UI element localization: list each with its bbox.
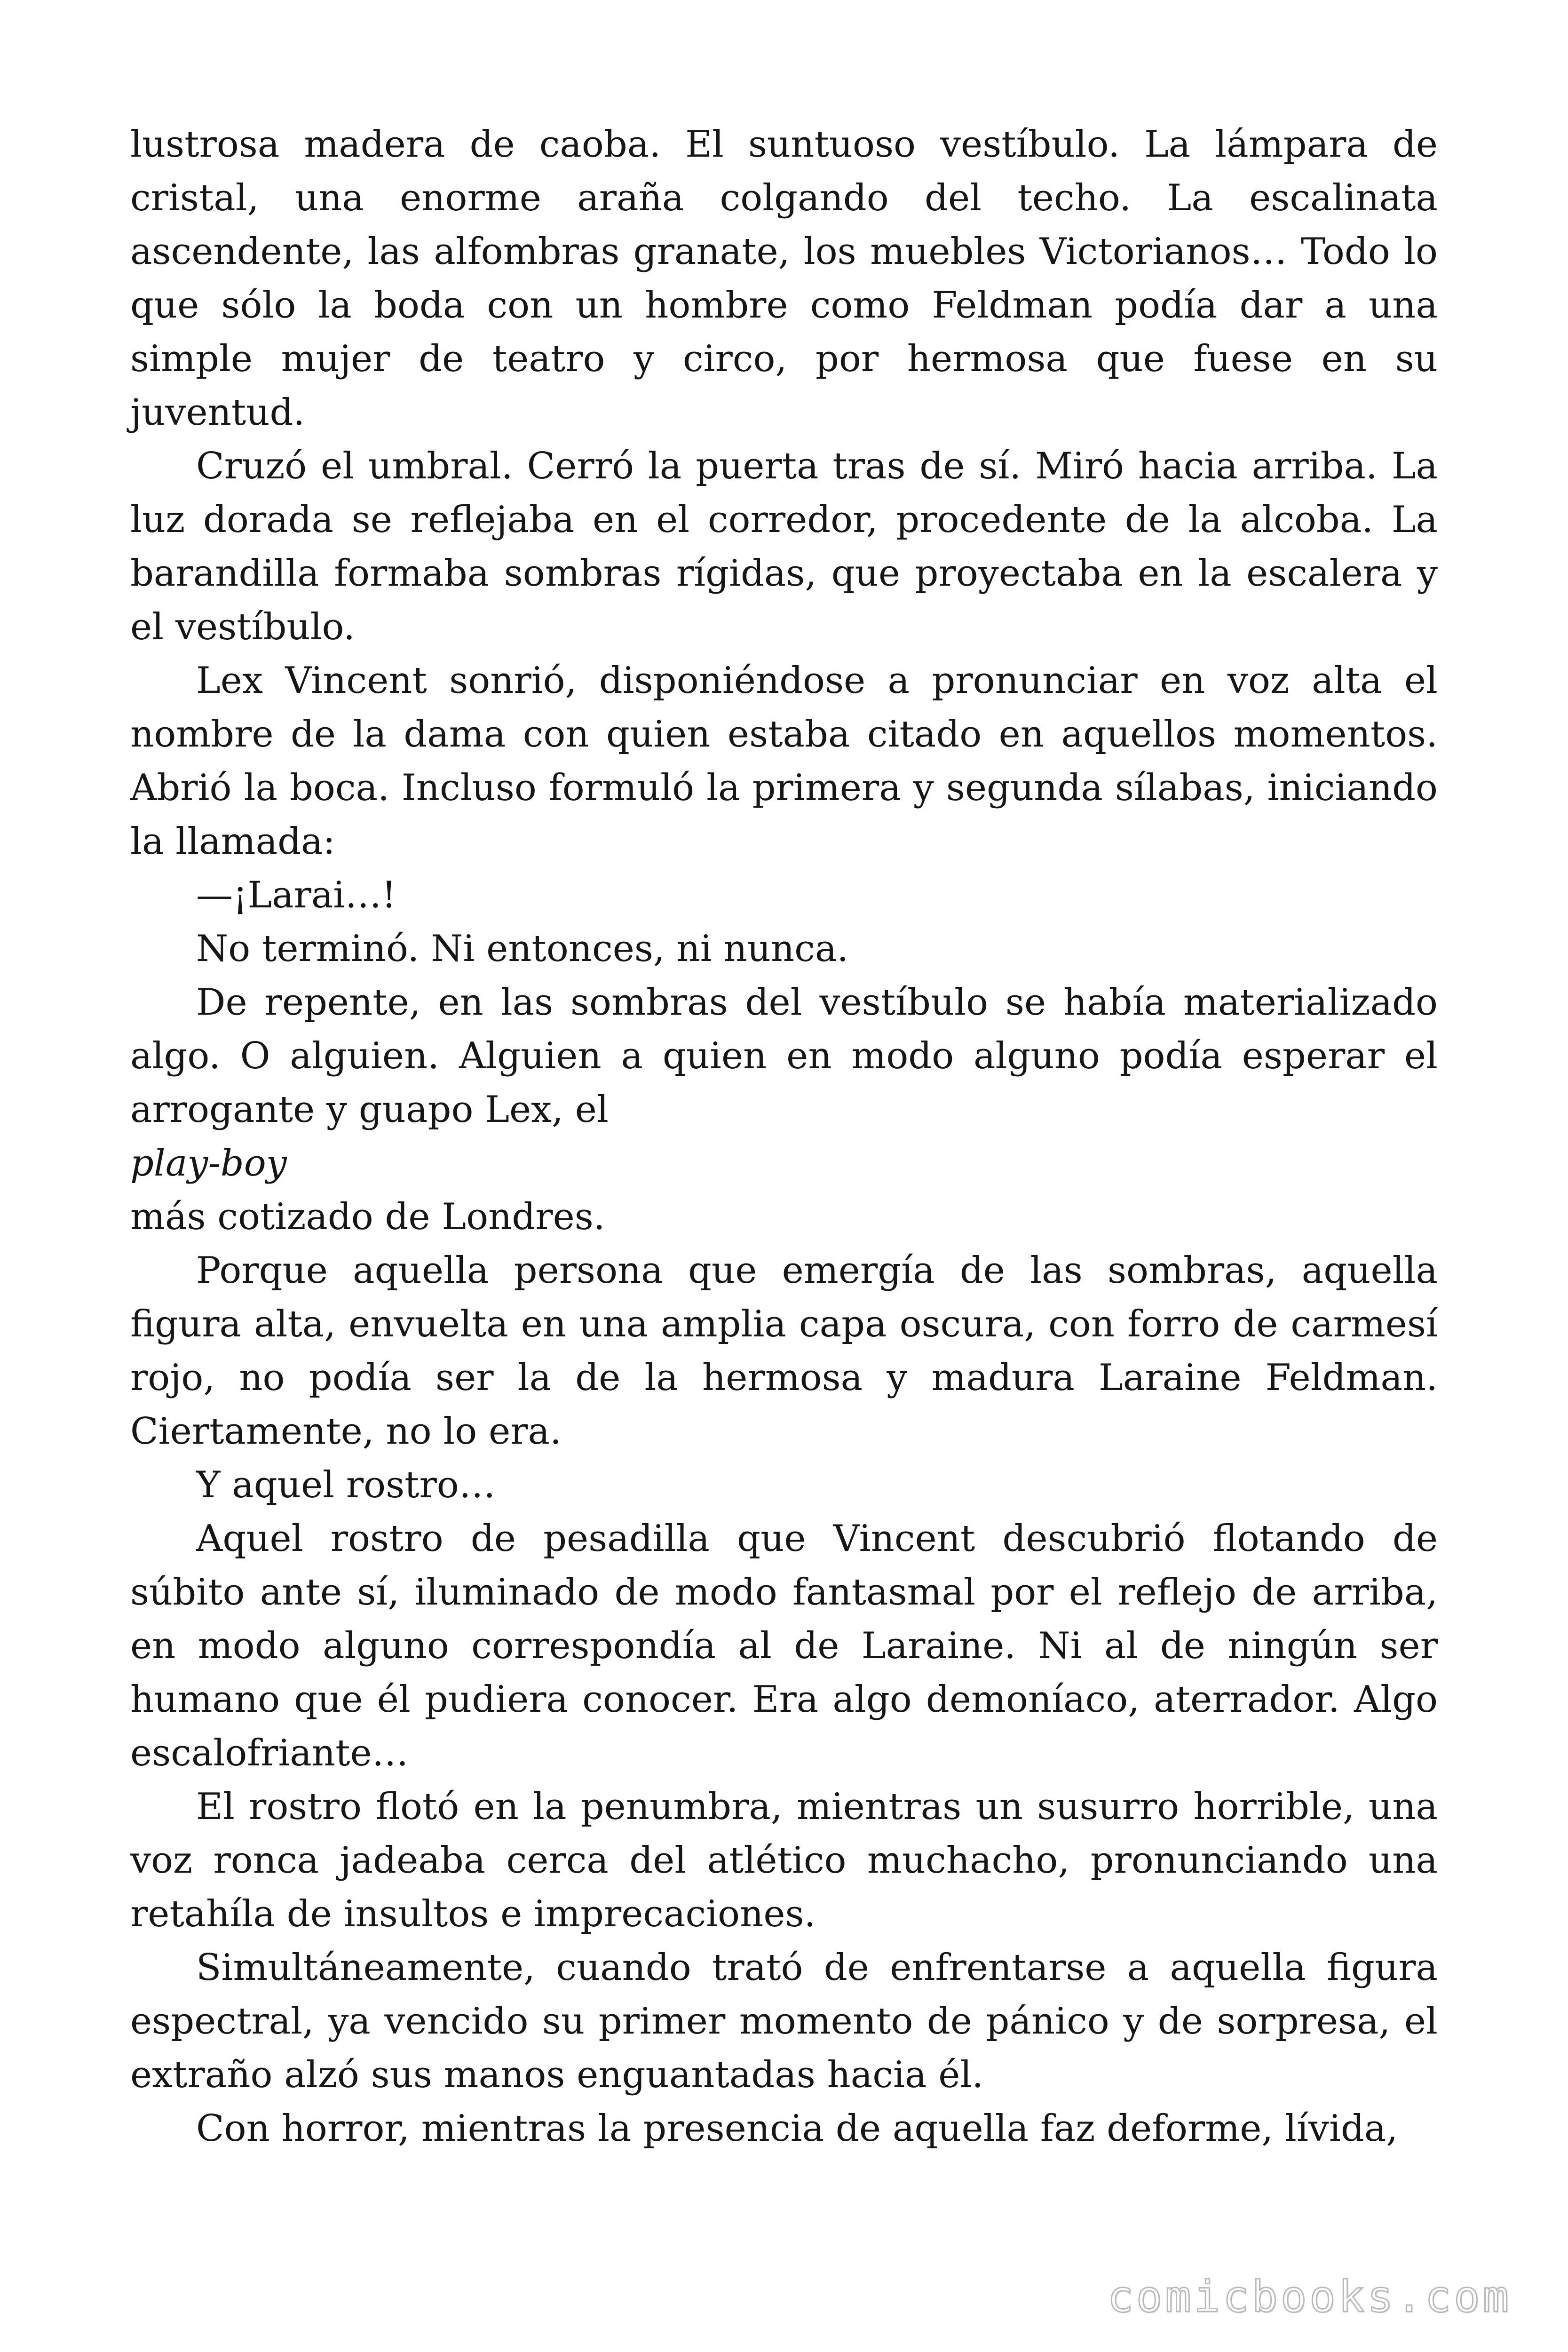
paragraph-simultaneamente: Simultáneamente, cuando trató de enfrentarse a aquella figura espectral, ya vencido su primer momento de pánico y de sorpresa, el extraño alzó sus manos enguantadas hacia él. (130, 1947, 1438, 2096)
paragraph-umbral: Cruzó el umbral. Cerró la puerta tras de sí. Miró hacia arriba. La luz dorada se reflejaba en el corredor, procedente de la alcoba. La barandilla formaba sombras rígidas, que proyectaba en la escalera y el vestíbulo. (130, 445, 1438, 648)
paragraph-londres: más cotizado de Londres. (130, 1196, 605, 1238)
watermark-logo: comicbooks.com (1107, 2272, 1512, 2322)
paragraph-continuation: lustrosa madera de caoba. El suntuoso vestíbulo. La lámpara de cristal, una enorme araña colgando del techo. La escalinata ascendente, las alfombras granate, los muebles Victorianos… Todo lo que sólo la boda con un hombre como Feldman podía dar a una simple mujer de teatro y circo, por hermosa que fuese en su juventud. (130, 123, 1438, 434)
paragraph-no-termino: No terminó. Ni entonces, ni nunca. (196, 928, 849, 970)
paragraph-con-horror: Con horror, mientras la presencia de aquella faz deforme, lívida, (196, 2107, 1398, 2150)
paragraph-lex-vincent: Lex Vincent sonrió, disponiéndose a pronunciar en voz alta el nombre de la dama con quien estaba citado en aquellos momentos. Abrió la boca. Incluso formuló la primera y segunda sílabas, iniciando la llamada: (130, 660, 1438, 863)
paragraph-y-aquel-rostro: Y aquel rostro… (196, 1464, 496, 1506)
paragraph-de-repente: De repente, en las sombras del vestíbulo se había materializado algo. O alguien. Alguien a quien en modo alguno podía esperar el arrogante y guapo Lex, el (130, 981, 1438, 1131)
italic-word-play-boy: play-boy (130, 1142, 287, 1184)
paragraph-porque: Porque aquella persona que emergía de las sombras, aquella figura alta, envuelta en una amplia capa oscura, con forro de carmesí rojo, no podía ser la de la hermosa y madura Laraine Feldman. Ciertamente, no lo era. (130, 1249, 1438, 1453)
paragraph-dialogue-larai: —¡Larai…! (196, 874, 396, 916)
paragraph-penumbra: El rostro flotó en la penumbra, mientras un susurro horrible, una voz ronca jadeaba cerca del atlético muchacho, pronunciando una retahíla de insultos e imprecaciones. (130, 1786, 1438, 1935)
paragraph-pesadilla: Aquel rostro de pesadilla que Vincent descubrió flotando de súbito ante sí, iluminado de modo fantasmal por el reflejo de arriba, en modo alguno correspondía al de Laraine. Ni al de ningún ser humano que él pudiera conocer. Era algo demoníaco, aterrador. Algo escalofriante… (130, 1518, 1438, 1774)
body-text (130, 118, 1438, 2155)
